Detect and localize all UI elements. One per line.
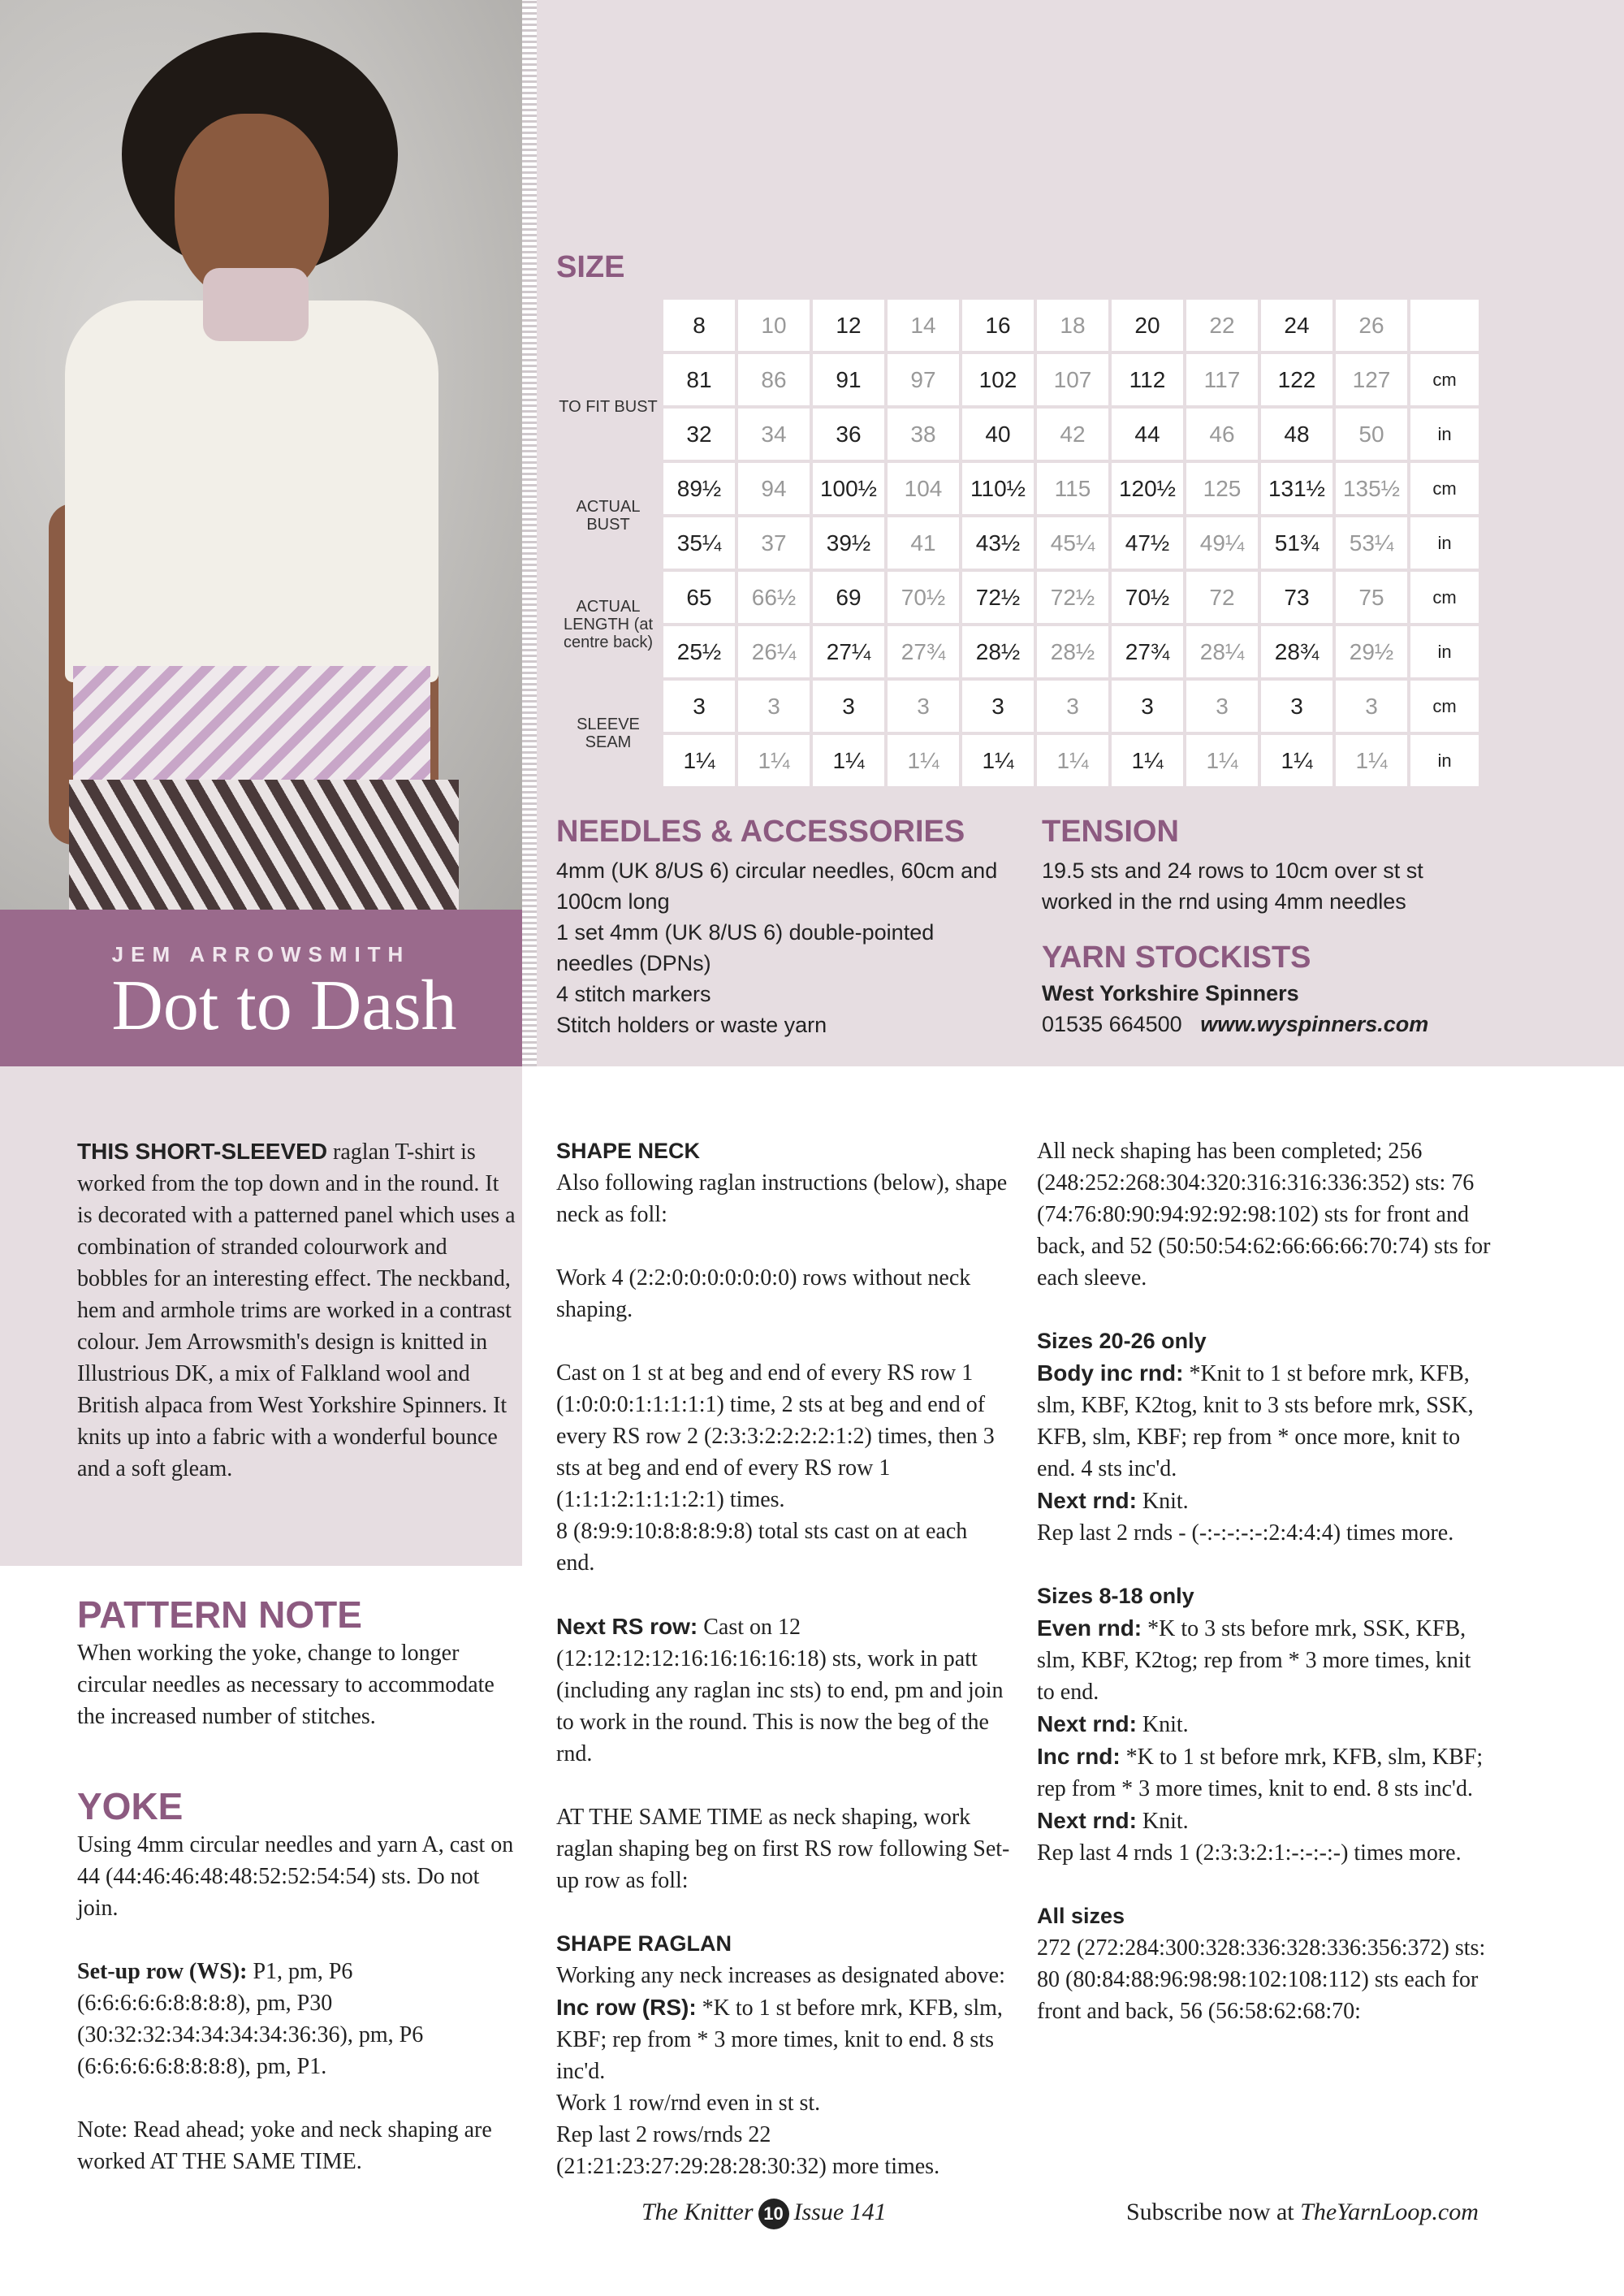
next-rnd-label: Next rnd: xyxy=(1037,1488,1137,1513)
size-header-row xyxy=(556,300,1479,351)
size-value: 3 xyxy=(1112,681,1183,732)
shape-raglan-rep: Rep last 2 rows/rnds 22 (21:21:23:27:29:28:28:30:32) more times. xyxy=(556,2122,940,2179)
size-value: 135½ xyxy=(1336,463,1407,514)
size-unit: cm xyxy=(1410,681,1479,732)
setup-row-text: P1, pm, P6 (6:6:6:6:6:8:8:8:8), pm, P30 (30:32:32:34:34:34:34:36:36), pm, P6 (6:6:6:6:6:8:8:8:8), pm, P1. xyxy=(77,1959,424,2079)
subscribe-link[interactable]: TheYarnLoop.com xyxy=(1300,2199,1479,2225)
size-value: 50 xyxy=(1336,409,1407,460)
size-value: 43½ xyxy=(962,517,1034,569)
size-row xyxy=(556,681,1479,732)
size-value: 32 xyxy=(663,409,735,460)
shape-neck-heading: SHAPE NECK xyxy=(556,1139,701,1163)
size-value: 117 xyxy=(1186,354,1258,405)
next-rs-text: Cast on 12 (12:12:12:12:16:16:16:16:18) sts, work in patt (including any raglan inc sts) to end, pm and join to work in the round. This is now the beg of the rnd. xyxy=(556,1615,1004,1766)
photo-neckband xyxy=(203,268,309,341)
size-row xyxy=(556,517,1479,569)
size-value: 69 xyxy=(813,572,884,623)
footer-subscribe xyxy=(1126,2199,1479,2226)
size-value: 91 xyxy=(813,354,884,405)
size-value: 26¼ xyxy=(738,626,810,677)
next-rnd-text: Knit. xyxy=(1136,1809,1189,1834)
shape-raglan-inc-row xyxy=(556,1991,1011,2087)
stitch-divider xyxy=(522,0,537,1066)
size-value: 100½ xyxy=(813,463,884,514)
size-number: 18 xyxy=(1037,300,1108,351)
needles-line: 4mm (UK 8/US 6) circular needles, 60cm and 100cm long xyxy=(556,858,998,914)
size-row-label: SLEEVE SEAM xyxy=(556,681,660,786)
size-number: 20 xyxy=(1112,300,1183,351)
next-rnd-text: Knit. xyxy=(1136,1489,1189,1514)
size-value: 66½ xyxy=(738,572,810,623)
size-value: 53¼ xyxy=(1336,517,1407,569)
size-value: 1¼ xyxy=(813,735,884,786)
pattern-note-text: When working the yoke, change to longer circular needles as necessary to accommodate the increased number of stitches. xyxy=(77,1641,495,1729)
sizes-20-26-rep: Rep last 2 rnds - (-:-:-:-:-:2:4:4:4) times more. xyxy=(1037,1520,1454,1546)
size-value: 3 xyxy=(1261,681,1332,732)
size-value: 37 xyxy=(738,517,810,569)
stockists-heading: YARN STOCKISTS xyxy=(1042,940,1311,975)
even-rnd xyxy=(1037,1612,1492,1708)
size-number: 16 xyxy=(962,300,1034,351)
next-rnd xyxy=(1037,1805,1492,1837)
tension-text: 19.5 sts and 24 rows to 10cm over st st worked in the rnd using 4mm needles xyxy=(1042,858,1423,914)
size-value: 27¾ xyxy=(888,626,959,677)
size-value: 39½ xyxy=(813,517,884,569)
shape-neck-same-time: AT THE SAME TIME as neck shaping, work raglan shaping beg on first RS row following Set-up row as foll: xyxy=(556,1805,1010,1893)
size-unit: cm xyxy=(1410,572,1479,623)
needles-line: 4 stitch markers xyxy=(556,982,711,1006)
shape-neck-cast-on: Cast on 1 st at beg and end of every RS row 1 (1:0:0:0:1:1:1:1:1) time, 2 sts at beg and end of every RS row 2 (2:3:3:2:2:2:2:1:2) times, then 3 sts at beg and end of every RS row 1 (1:1:1:2:1:1:1:2:1) times. xyxy=(556,1360,995,1512)
size-value: 46 xyxy=(1186,409,1258,460)
size-value: 65 xyxy=(663,572,735,623)
size-value: 47½ xyxy=(1112,517,1183,569)
all-sizes-text: 272 (272:284:300:328:336:328:336:356:372) sts: 80 (80:84:88:96:98:98:102:108:112) sts each for front and back, 56 (56:58:62:68:70: xyxy=(1037,1935,1486,2024)
size-value: 3 xyxy=(1336,681,1407,732)
stockist-name: West Yorkshire Spinners xyxy=(1042,981,1299,1005)
size-unit: in xyxy=(1410,517,1479,569)
size-number: 8 xyxy=(663,300,735,351)
size-value: 28¾ xyxy=(1261,626,1332,677)
sizes-column xyxy=(1037,1135,1492,2027)
intro-column xyxy=(77,1135,516,1516)
size-heading: SIZE xyxy=(556,250,625,284)
shape-raglan-intro: Working any neck increases as designated above: xyxy=(556,1963,1005,1988)
size-value: 89½ xyxy=(663,463,735,514)
size-value: 1¼ xyxy=(1336,735,1407,786)
size-number: 22 xyxy=(1186,300,1258,351)
size-value: 35¼ xyxy=(663,517,735,569)
needles-line: Stitch holders or waste yarn xyxy=(556,1013,827,1037)
size-value: 3 xyxy=(962,681,1034,732)
size-value: 94 xyxy=(738,463,810,514)
yoke-note: Note: Read ahead; yoke and neck shaping are worked AT THE SAME TIME. xyxy=(77,2117,492,2174)
size-table xyxy=(553,296,1482,789)
all-sizes-heading: All sizes xyxy=(1037,1904,1125,1928)
sizes-20-26-heading: Sizes 20-26 only xyxy=(1037,1329,1207,1353)
size-value: 81 xyxy=(663,354,735,405)
size-value: 1¼ xyxy=(962,735,1034,786)
size-value: 28½ xyxy=(962,626,1034,677)
size-value: 25½ xyxy=(663,626,735,677)
sizes-8-18-rep: Rep last 4 rnds 1 (2:3:3:2:1:-:-:-:-) times more. xyxy=(1037,1840,1462,1866)
size-value: 1¼ xyxy=(1037,735,1108,786)
size-row xyxy=(556,463,1479,514)
next-rnd-label: Next rnd: xyxy=(1037,1808,1137,1833)
next-rnd xyxy=(1037,1708,1492,1740)
size-value: 27¼ xyxy=(813,626,884,677)
shape-raglan-heading: SHAPE RAGLAN xyxy=(556,1931,732,1956)
size-row xyxy=(556,572,1479,623)
size-row-label: ACTUAL BUST xyxy=(556,463,660,569)
size-value: 127 xyxy=(1336,354,1407,405)
next-rnd-label: Next rnd: xyxy=(1037,1711,1137,1736)
model-photo xyxy=(0,0,522,910)
next-rnd-text: Knit. xyxy=(1136,1712,1189,1737)
size-value: 97 xyxy=(888,354,959,405)
size-value: 72½ xyxy=(962,572,1034,623)
size-value: 73 xyxy=(1261,572,1332,623)
size-value: 3 xyxy=(738,681,810,732)
size-value: 44 xyxy=(1112,409,1183,460)
size-value: 70½ xyxy=(1112,572,1183,623)
size-value: 120½ xyxy=(1112,463,1183,514)
size-value: 34 xyxy=(738,409,810,460)
size-value: 41 xyxy=(888,517,959,569)
size-value: 40 xyxy=(962,409,1034,460)
shape-raglan-work: Work 1 row/rnd even in st st. xyxy=(556,2091,821,2116)
size-value: 3 xyxy=(888,681,959,732)
size-unit: in xyxy=(1410,409,1479,460)
author-name: JEM ARROWSMITH xyxy=(111,942,411,966)
setup-row-label: Set-up row (WS): xyxy=(77,1959,248,1984)
stockist-phone: 01535 664500 xyxy=(1042,1012,1182,1036)
body-inc-label: Body inc rnd: xyxy=(1037,1360,1184,1386)
raglan-summary: All neck shaping has been completed; 256 (248:252:268:304:320:316:316:336:352) sts: 76 (74:76:80:90:94:92:92:98:102) sts for front and back, and 52 (50:50:54:62:66:66:66:70:74) sts for each sleeve. xyxy=(1037,1139,1491,1291)
size-value: 48 xyxy=(1261,409,1332,460)
size-value: 3 xyxy=(1186,681,1258,732)
size-value: 1¼ xyxy=(738,735,810,786)
size-unit: cm xyxy=(1410,354,1479,405)
size-value: 110½ xyxy=(962,463,1034,514)
size-value: 49¼ xyxy=(1186,517,1258,569)
pattern-title: Dot to Dash xyxy=(111,966,457,1045)
size-value: 1¼ xyxy=(1112,735,1183,786)
size-value: 1¼ xyxy=(1186,735,1258,786)
size-value: 112 xyxy=(1112,354,1183,405)
next-rnd xyxy=(1037,1485,1492,1517)
size-value: 3 xyxy=(1037,681,1108,732)
needles-line: 1 set 4mm (UK 8/US 6) double-pointed needles (DPNs) xyxy=(556,920,935,975)
stockist-website[interactable]: www.wyspinners.com xyxy=(1200,1012,1429,1036)
size-unit-blank xyxy=(1410,300,1479,351)
shape-neck-intro: Also following raglan instructions (below), shape neck as foll: xyxy=(556,1170,1008,1227)
issue-number: Issue 141 xyxy=(793,2199,887,2225)
size-value: 75 xyxy=(1336,572,1407,623)
inc-row-text: *K to 1 st before mrk, KFB, slm, KBF; rep from * 3 more times, knit to end. 8 sts inc'd. xyxy=(556,1995,1003,2084)
size-row xyxy=(556,735,1479,786)
pattern-note-heading: PATTERN NOTE xyxy=(77,1593,362,1636)
needles-list xyxy=(556,855,1011,1040)
subscribe-text: Subscribe now at xyxy=(1126,2199,1301,2225)
size-unit: in xyxy=(1410,735,1479,786)
shape-neck-next-rs xyxy=(556,1611,1011,1770)
size-value: 42 xyxy=(1037,409,1108,460)
photo-tshirt xyxy=(65,301,438,682)
size-value: 36 xyxy=(813,409,884,460)
next-rs-label: Next RS row: xyxy=(556,1614,698,1639)
even-rnd-text: *K to 3 sts before mrk, SSK, KFB, slm, KBF, K2tog; rep from * 3 more times, knit to end. xyxy=(1037,1616,1471,1705)
page-number: 10 xyxy=(758,2199,789,2229)
size-value: 1¼ xyxy=(888,735,959,786)
size-row xyxy=(556,409,1479,460)
even-rnd-label: Even rnd: xyxy=(1037,1615,1142,1641)
size-number: 10 xyxy=(738,300,810,351)
size-value: 38 xyxy=(888,409,959,460)
size-value: 3 xyxy=(813,681,884,732)
photo-colourwork-panel xyxy=(73,666,430,788)
body-inc-text: *Knit to 1 st before mrk, KFB, slm, KBF, K2tog, knit to 3 sts before mrk, SSK, KFB, slm, KBF; rep from * once more, knit to end. 4 sts inc'd. xyxy=(1037,1361,1474,1481)
size-number: 14 xyxy=(888,300,959,351)
size-value: 86 xyxy=(738,354,810,405)
tension-heading: TENSION xyxy=(1042,815,1179,849)
size-number: 12 xyxy=(813,300,884,351)
size-row-label: TO FIT BUST xyxy=(556,354,660,460)
size-value: 122 xyxy=(1261,354,1332,405)
intro-lead: THIS SHORT-SLEEVED xyxy=(77,1139,328,1164)
size-row-label: ACTUAL LENGTH (at centre back) xyxy=(556,572,660,677)
size-value: 51¾ xyxy=(1261,517,1332,569)
shape-neck-total: 8 (8:9:9:10:8:8:8:9:8) total sts cast on at each end. xyxy=(556,1519,968,1576)
footer-issue xyxy=(641,2199,887,2229)
magazine-name: The Knitter xyxy=(641,2199,754,2225)
inc-rnd xyxy=(1037,1740,1492,1805)
size-value: 28¼ xyxy=(1186,626,1258,677)
yoke-heading: YOKE xyxy=(77,1785,184,1827)
inc-rnd-text: *K to 1 st before mrk, KFB, slm, KBF; rep from * 3 more times, knit to end. 8 sts inc'd. xyxy=(1037,1745,1484,1801)
size-value: 29½ xyxy=(1336,626,1407,677)
size-value: 104 xyxy=(888,463,959,514)
size-value: 115 xyxy=(1037,463,1108,514)
size-corner xyxy=(556,300,660,351)
shape-neck-work: Work 4 (2:2:0:0:0:0:0:0:0) rows without neck shaping. xyxy=(556,1265,971,1322)
size-value: 131½ xyxy=(1261,463,1332,514)
size-number: 24 xyxy=(1261,300,1332,351)
size-value: 70½ xyxy=(888,572,959,623)
size-value: 72 xyxy=(1186,572,1258,623)
size-value: 45¼ xyxy=(1037,517,1108,569)
size-unit: cm xyxy=(1410,463,1479,514)
inc-row-label: Inc row (RS): xyxy=(556,1995,697,2020)
needles-heading: NEEDLES & ACCESSORIES xyxy=(556,815,965,849)
size-value: 107 xyxy=(1037,354,1108,405)
size-row xyxy=(556,354,1479,405)
shaping-column xyxy=(556,1135,1011,2179)
size-value: 1¼ xyxy=(663,735,735,786)
intro-text: raglan T-shirt is worked from the top down and in the round. It is decorated with a patterned panel which uses a combination of stranded colourwork and bobbles for an interesting effect. The neckband, hem and armhole trims are worked in a contrast colour. Jem Arrowsmith's design is knitted in Illustrious DK, a mix of Falkland wool and British alpaca from West Yorkshire Spinners. It knits up into a fabric with a wonderful bounce and a soft gleam. xyxy=(77,1139,516,1481)
yoke-setup-row xyxy=(77,1956,516,2082)
yoke-cast-on: Using 4mm circular needles and yarn A, cast on 44 (44:46:46:48:48:52:52:54:54) sts. Do not join. xyxy=(77,1832,514,1921)
stockist-contact xyxy=(1042,1012,1428,1037)
pattern-note-section xyxy=(77,1592,516,1732)
size-unit: in xyxy=(1410,626,1479,677)
body-inc-rnd xyxy=(1037,1357,1492,1485)
size-value: 102 xyxy=(962,354,1034,405)
size-value: 1¼ xyxy=(1261,735,1332,786)
yoke-section xyxy=(77,1784,516,2209)
size-value: 125 xyxy=(1186,463,1258,514)
size-row xyxy=(556,626,1479,677)
size-value: 3 xyxy=(663,681,735,732)
sizes-8-18-heading: Sizes 8-18 only xyxy=(1037,1584,1194,1608)
size-number: 26 xyxy=(1336,300,1407,351)
size-value: 27¾ xyxy=(1112,626,1183,677)
size-value: 28½ xyxy=(1037,626,1108,677)
inc-rnd-label: Inc rnd: xyxy=(1037,1744,1121,1769)
intro-paragraph xyxy=(77,1135,516,1485)
size-value: 72½ xyxy=(1037,572,1108,623)
